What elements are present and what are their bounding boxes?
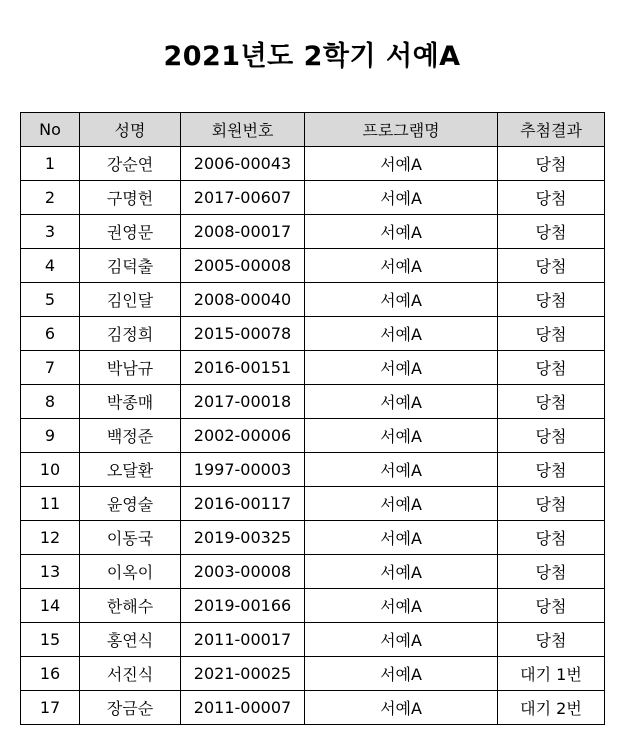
cell-result: 당첨 — [498, 215, 605, 249]
cell-member-id: 2008-00017 — [181, 215, 305, 249]
cell-result: 당첨 — [498, 385, 605, 419]
cell-name: 한해수 — [80, 589, 181, 623]
cell-no: 3 — [21, 215, 80, 249]
table-row — [21, 419, 605, 453]
cell-no: 6 — [21, 317, 80, 351]
cell-no: 8 — [21, 385, 80, 419]
cell-name: 권영문 — [80, 215, 181, 249]
lottery-result-table — [20, 112, 605, 725]
cell-name: 김덕출 — [80, 249, 181, 283]
cell-member-id: 2016-00117 — [181, 487, 305, 521]
cell-program: 서예A — [305, 691, 498, 725]
table-row — [21, 623, 605, 657]
cell-program: 서예A — [305, 521, 498, 555]
cell-result: 당첨 — [498, 147, 605, 181]
cell-name: 박종매 — [80, 385, 181, 419]
cell-member-id: 2008-00040 — [181, 283, 305, 317]
cell-member-id: 1997-00003 — [181, 453, 305, 487]
cell-name: 이옥이 — [80, 555, 181, 589]
cell-result: 당첨 — [498, 351, 605, 385]
header-name: 성명 — [80, 113, 181, 147]
cell-no: 9 — [21, 419, 80, 453]
header-member-id: 회원번호 — [181, 113, 305, 147]
table-row — [21, 317, 605, 351]
cell-name: 강순연 — [80, 147, 181, 181]
cell-program: 서예A — [305, 419, 498, 453]
cell-member-id: 2021-00025 — [181, 657, 305, 691]
table-row — [21, 521, 605, 555]
table-row — [21, 351, 605, 385]
cell-no: 11 — [21, 487, 80, 521]
cell-program: 서예A — [305, 249, 498, 283]
cell-no: 10 — [21, 453, 80, 487]
cell-program: 서예A — [305, 181, 498, 215]
cell-no: 17 — [21, 691, 80, 725]
cell-member-id: 2016-00151 — [181, 351, 305, 385]
cell-program: 서예A — [305, 283, 498, 317]
table-row — [21, 147, 605, 181]
cell-member-id: 2019-00166 — [181, 589, 305, 623]
table-header-row — [21, 113, 605, 147]
cell-no: 16 — [21, 657, 80, 691]
cell-program: 서예A — [305, 555, 498, 589]
cell-result: 당첨 — [498, 317, 605, 351]
header-program: 프로그램명 — [305, 113, 498, 147]
page-title: 2021년도 2학기 서예A — [163, 41, 461, 72]
cell-result: 당첨 — [498, 181, 605, 215]
cell-result: 당첨 — [498, 555, 605, 589]
cell-result: 당첨 — [498, 623, 605, 657]
cell-name: 이동국 — [80, 521, 181, 555]
table-row — [21, 181, 605, 215]
cell-result: 대기 1번 — [498, 657, 605, 691]
header-no: No — [21, 113, 80, 147]
table-row — [21, 215, 605, 249]
cell-member-id: 2019-00325 — [181, 521, 305, 555]
cell-program: 서예A — [305, 657, 498, 691]
cell-member-id: 2003-00008 — [181, 555, 305, 589]
cell-result: 당첨 — [498, 453, 605, 487]
cell-member-id: 2017-00607 — [181, 181, 305, 215]
cell-program: 서예A — [305, 385, 498, 419]
cell-no: 14 — [21, 589, 80, 623]
table-row — [21, 657, 605, 691]
cell-name: 김인달 — [80, 283, 181, 317]
cell-name: 김정희 — [80, 317, 181, 351]
cell-no: 7 — [21, 351, 80, 385]
cell-no: 12 — [21, 521, 80, 555]
cell-member-id: 2011-00007 — [181, 691, 305, 725]
cell-name: 홍연식 — [80, 623, 181, 657]
cell-program: 서예A — [305, 453, 498, 487]
cell-no: 5 — [21, 283, 80, 317]
cell-name: 백정준 — [80, 419, 181, 453]
cell-name: 윤영술 — [80, 487, 181, 521]
cell-name: 장금순 — [80, 691, 181, 725]
table-row — [21, 453, 605, 487]
cell-member-id: 2017-00018 — [181, 385, 305, 419]
cell-result: 당첨 — [498, 589, 605, 623]
cell-result: 당첨 — [498, 249, 605, 283]
cell-program: 서예A — [305, 317, 498, 351]
cell-name: 오달환 — [80, 453, 181, 487]
cell-program: 서예A — [305, 215, 498, 249]
cell-no: 13 — [21, 555, 80, 589]
cell-name: 구명헌 — [80, 181, 181, 215]
cell-member-id: 2005-00008 — [181, 249, 305, 283]
cell-member-id: 2011-00017 — [181, 623, 305, 657]
cell-name: 박남규 — [80, 351, 181, 385]
cell-no: 15 — [21, 623, 80, 657]
cell-member-id: 2015-00078 — [181, 317, 305, 351]
table-row — [21, 589, 605, 623]
cell-program: 서예A — [305, 351, 498, 385]
cell-result: 당첨 — [498, 419, 605, 453]
cell-member-id: 2006-00043 — [181, 147, 305, 181]
header-result: 추첨결과 — [498, 113, 605, 147]
cell-program: 서예A — [305, 487, 498, 521]
table-row — [21, 555, 605, 589]
cell-result: 대기 2번 — [498, 691, 605, 725]
cell-program: 서예A — [305, 623, 498, 657]
table-row — [21, 487, 605, 521]
table-row — [21, 691, 605, 725]
cell-program: 서예A — [305, 589, 498, 623]
cell-result: 당첨 — [498, 283, 605, 317]
table-row — [21, 385, 605, 419]
cell-result: 당첨 — [498, 521, 605, 555]
table-row — [21, 249, 605, 283]
cell-no: 1 — [21, 147, 80, 181]
cell-no: 2 — [21, 181, 80, 215]
table-body — [21, 147, 605, 725]
cell-program: 서예A — [305, 147, 498, 181]
cell-result: 당첨 — [498, 487, 605, 521]
cell-name: 서진식 — [80, 657, 181, 691]
cell-no: 4 — [21, 249, 80, 283]
table-row — [21, 283, 605, 317]
cell-member-id: 2002-00006 — [181, 419, 305, 453]
